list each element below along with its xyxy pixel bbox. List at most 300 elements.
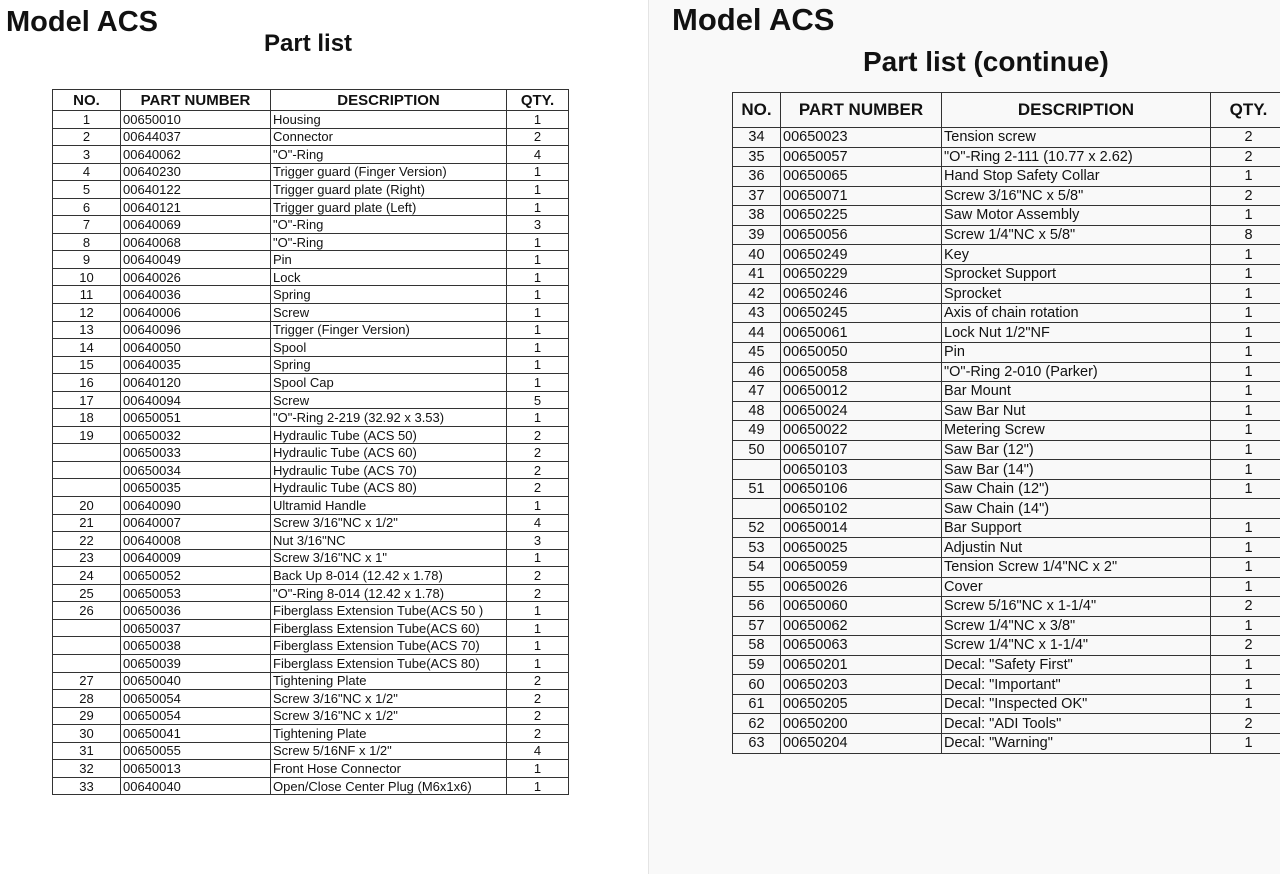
cell-qty: 1 [507,549,569,567]
cell-no: 48 [733,401,781,421]
cell-description: Connector [271,128,507,146]
cell-description: Axis of chain rotation [942,303,1211,323]
cell-description: Sprocket [942,284,1211,304]
cell-description: Screw 1/4"NC x 3/8" [942,616,1211,636]
table-row [53,181,569,199]
table-row [53,479,569,497]
cell-qty: 1 [507,602,569,620]
table-row [53,146,569,164]
cell-qty: 1 [1211,577,1280,597]
cell-qty: 5 [507,391,569,409]
column-header-no: NO. [733,93,781,128]
cell-part-number: 00640094 [121,391,271,409]
cell-part-number: 00640120 [121,374,271,392]
table-row [53,514,569,532]
table-row [53,374,569,392]
cell-description: Fiberglass Extension Tube(ACS 70) [271,637,507,655]
table-row [733,636,1280,656]
cell-no: 3 [53,146,121,164]
cell-qty: 1 [507,321,569,339]
cell-no: 38 [733,206,781,226]
cell-qty: 8 [1211,225,1280,245]
cell-description: Hydraulic Tube (ACS 70) [271,461,507,479]
cell-description: Trigger guard (Finger Version) [271,163,507,181]
table-row [53,339,569,357]
cell-no: 15 [53,356,121,374]
cell-part-number: 00650040 [121,672,271,690]
table-row [53,409,569,427]
cell-no [53,619,121,637]
cell-qty: 1 [507,163,569,181]
cell-part-number: 00650025 [781,538,942,558]
cell-description: Decal: "Warning" [942,733,1211,753]
table-row [53,637,569,655]
cell-description: Tightening Plate [271,725,507,743]
table-row [733,186,1280,206]
table-row [53,567,569,585]
cell-no: 63 [733,733,781,753]
table-row [53,760,569,778]
cell-description: Back Up 8-014 (12.42 x 1.78) [271,567,507,585]
cell-qty: 1 [507,654,569,672]
cell-no: 23 [53,549,121,567]
cell-no: 44 [733,323,781,343]
cell-description: Screw 3/16"NC x 1" [271,549,507,567]
cell-qty: 1 [1211,362,1280,382]
part-list-title: Part list (continue) [863,46,1109,77]
cell-qty: 2 [507,461,569,479]
cell-qty: 1 [507,181,569,199]
table-row [733,245,1280,265]
cell-qty: 2 [507,567,569,585]
cell-part-number: 00640009 [121,549,271,567]
table-row [733,284,1280,304]
cell-no: 27 [53,672,121,690]
column-header-part-number: PART NUMBER [121,90,271,111]
cell-part-number: 00650010 [121,111,271,129]
table-row [733,733,1280,753]
cell-part-number: 00650225 [781,206,942,226]
cell-qty: 2 [1211,186,1280,206]
cell-no: 1 [53,111,121,129]
cell-part-number: 00650071 [781,186,942,206]
table-row [733,382,1280,402]
cell-qty: 2 [1211,714,1280,734]
cell-part-number: 00650050 [781,343,942,363]
cell-qty: 1 [1211,558,1280,578]
cell-description: Trigger (Finger Version) [271,321,507,339]
cell-description: Screw 5/16NF x 1/2" [271,742,507,760]
cell-part-number: 00650037 [121,619,271,637]
cell-part-number: 00650023 [781,128,942,148]
cell-description: Screw 1/4"NC x 1-1/4" [942,636,1211,656]
cell-no [53,637,121,655]
column-header-no: NO. [53,90,121,111]
cell-no: 25 [53,584,121,602]
cell-no: 41 [733,264,781,284]
cell-qty: 1 [507,233,569,251]
cell-part-number: 00650036 [121,602,271,620]
cell-description: Saw Bar (12") [942,440,1211,460]
cell-no: 14 [53,339,121,357]
table-row [733,303,1280,323]
cell-qty: 1 [507,268,569,286]
table-row [53,532,569,550]
cell-description: "O"-Ring [271,233,507,251]
cell-no: 34 [733,128,781,148]
table-row [53,391,569,409]
cell-part-number: 00650246 [781,284,942,304]
cell-qty: 1 [1211,264,1280,284]
cell-description: "O"-Ring 2-010 (Parker) [942,362,1211,382]
cell-description: Hand Stop Safety Collar [942,167,1211,187]
cell-qty: 1 [1211,479,1280,499]
cell-description: Spring [271,356,507,374]
cell-part-number: 00650056 [781,225,942,245]
cell-qty: 2 [507,707,569,725]
cell-no: 45 [733,343,781,363]
cell-description: Bar Mount [942,382,1211,402]
cell-part-number: 00650013 [121,760,271,778]
cell-no: 9 [53,251,121,269]
cell-qty: 4 [507,514,569,532]
cell-description: "O"-Ring 2-111 (10.77 x 2.62) [942,147,1211,167]
cell-description: Nut 3/16"NC [271,532,507,550]
cell-part-number: 00650033 [121,444,271,462]
cell-description: Screw 1/4"NC x 5/8" [942,225,1211,245]
cell-no: 52 [733,518,781,538]
cell-no: 2 [53,128,121,146]
cell-part-number: 00650052 [121,567,271,585]
cell-no: 31 [53,742,121,760]
table-row [53,268,569,286]
cell-part-number: 00650063 [781,636,942,656]
table-row [733,558,1280,578]
cell-description: Decal: "ADI Tools" [942,714,1211,734]
cell-description: Open/Close Center Plug (M6x1x6) [271,777,507,795]
cell-description: Adjustin Nut [942,538,1211,558]
cell-no: 53 [733,538,781,558]
cell-description: Sprocket Support [942,264,1211,284]
cell-description: Cover [942,577,1211,597]
cell-qty: 1 [1211,518,1280,538]
model-title: Model ACS [672,2,835,37]
cell-no: 33 [53,777,121,795]
cell-description: Fiberglass Extension Tube(ACS 80) [271,654,507,672]
cell-qty: 1 [507,111,569,129]
cell-no: 58 [733,636,781,656]
cell-no: 55 [733,577,781,597]
cell-description: Lock Nut 1/2"NF [942,323,1211,343]
cell-no: 56 [733,597,781,617]
table-header-row [53,90,569,111]
cell-qty: 2 [507,479,569,497]
cell-qty: 1 [507,198,569,216]
cell-description: Saw Bar Nut [942,401,1211,421]
cell-part-number: 00650012 [781,382,942,402]
cell-qty: 1 [1211,616,1280,636]
cell-part-number: 00650034 [121,461,271,479]
table-row [733,206,1280,226]
cell-no: 35 [733,147,781,167]
column-header-part-number: PART NUMBER [781,93,942,128]
table-row [53,356,569,374]
cell-no [53,654,121,672]
cell-qty: 1 [1211,323,1280,343]
cell-qty: 2 [507,584,569,602]
table-row [53,725,569,743]
cell-description: Tightening Plate [271,672,507,690]
table-row [733,128,1280,148]
cell-part-number: 00650107 [781,440,942,460]
column-header-description: DESCRIPTION [271,90,507,111]
cell-no: 42 [733,284,781,304]
cell-part-number: 00640049 [121,251,271,269]
cell-part-number: 00640050 [121,339,271,357]
table-row [53,163,569,181]
cell-description: "O"-Ring 8-014 (12.42 x 1.78) [271,584,507,602]
table-row [53,444,569,462]
cell-part-number: 00650062 [781,616,942,636]
cell-qty: 1 [507,339,569,357]
cell-part-number: 00650054 [121,690,271,708]
cell-no: 20 [53,497,121,515]
cell-part-number: 00650200 [781,714,942,734]
cell-qty: 1 [507,251,569,269]
cell-description: Fiberglass Extension Tube(ACS 60) [271,619,507,637]
cell-qty: 1 [507,304,569,322]
cell-qty: 2 [1211,597,1280,617]
cell-no [53,444,121,462]
cell-part-number: 00650054 [121,707,271,725]
cell-description: Key [942,245,1211,265]
cell-no: 21 [53,514,121,532]
table-row [733,323,1280,343]
cell-description: Front Hose Connector [271,760,507,778]
cell-part-number: 00650060 [781,597,942,617]
cell-description: Hydraulic Tube (ACS 80) [271,479,507,497]
cell-description: Decal: "Safety First" [942,655,1211,675]
cell-no: 32 [53,760,121,778]
model-title: Model ACS [6,6,158,38]
table-row [53,321,569,339]
table-row [53,602,569,620]
cell-qty: 1 [1211,460,1280,480]
cell-part-number: 00650059 [781,558,942,578]
cell-no: 54 [733,558,781,578]
table-row [733,362,1280,382]
cell-qty: 2 [1211,128,1280,148]
cell-part-number: 00640096 [121,321,271,339]
column-header-qty: QTY. [507,90,569,111]
cell-part-number: 00650026 [781,577,942,597]
cell-no: 29 [53,707,121,725]
cell-no: 59 [733,655,781,675]
table-row [53,426,569,444]
cell-qty: 1 [507,374,569,392]
cell-description: Screw [271,304,507,322]
cell-no: 5 [53,181,121,199]
table-row [733,460,1280,480]
cell-part-number: 00640230 [121,163,271,181]
table-row [733,499,1280,519]
cell-no: 26 [53,602,121,620]
cell-part-number: 00650106 [781,479,942,499]
cell-qty: 2 [507,426,569,444]
cell-description: Hydraulic Tube (ACS 60) [271,444,507,462]
cell-part-number: 00640040 [121,777,271,795]
cell-description: Hydraulic Tube (ACS 50) [271,426,507,444]
cell-part-number: 00640007 [121,514,271,532]
cell-description: "O"-Ring 2-219 (32.92 x 3.53) [271,409,507,427]
cell-part-number: 00650245 [781,303,942,323]
cell-no: 39 [733,225,781,245]
cell-qty: 1 [1211,284,1280,304]
table-row [733,343,1280,363]
cell-qty: 4 [507,146,569,164]
cell-no: 36 [733,167,781,187]
cell-description: Trigger guard plate (Left) [271,198,507,216]
table-row [53,128,569,146]
column-header-qty: QTY. [1211,93,1280,128]
cell-description: "O"-Ring [271,146,507,164]
cell-qty [1211,499,1280,519]
cell-no: 11 [53,286,121,304]
table-row [733,675,1280,695]
cell-qty: 1 [1211,206,1280,226]
cell-qty: 1 [507,286,569,304]
cell-description: "O"-Ring [271,216,507,234]
table-row [733,694,1280,714]
cell-no: 17 [53,391,121,409]
cell-description: Tension screw [942,128,1211,148]
cell-qty: 2 [1211,636,1280,656]
table-row [733,264,1280,284]
cell-no: 28 [53,690,121,708]
cell-description: Saw Motor Assembly [942,206,1211,226]
cell-part-number: 00650103 [781,460,942,480]
cell-part-number: 00640006 [121,304,271,322]
cell-no: 10 [53,268,121,286]
cell-description: Bar Support [942,518,1211,538]
cell-qty: 1 [1211,343,1280,363]
cell-qty: 1 [1211,382,1280,402]
cell-no: 7 [53,216,121,234]
cell-no [733,499,781,519]
cell-part-number: 00650055 [121,742,271,760]
cell-no: 30 [53,725,121,743]
table-row [733,225,1280,245]
cell-part-number: 00650249 [781,245,942,265]
table-row [53,619,569,637]
cell-part-number: 00650201 [781,655,942,675]
cell-part-number: 00640036 [121,286,271,304]
parts-page-2 [648,0,1280,874]
table-row [733,440,1280,460]
cell-part-number: 00644037 [121,128,271,146]
table-row [733,655,1280,675]
cell-qty: 1 [1211,167,1280,187]
cell-description: Screw 5/16"NC x 1-1/4" [942,597,1211,617]
cell-no: 49 [733,421,781,441]
cell-description: Screw 3/16"NC x 5/8" [942,186,1211,206]
table-row [733,421,1280,441]
cell-qty: 1 [1211,694,1280,714]
cell-description: Screw [271,391,507,409]
cell-qty: 1 [507,760,569,778]
cell-part-number: 00640062 [121,146,271,164]
table-row [53,707,569,725]
cell-qty: 3 [507,532,569,550]
cell-part-number: 00650065 [781,167,942,187]
table-row [53,304,569,322]
cell-part-number: 00650032 [121,426,271,444]
cell-part-number: 00650024 [781,401,942,421]
cell-no: 24 [53,567,121,585]
cell-qty: 1 [507,777,569,795]
cell-description: Decal: "Inspected OK" [942,694,1211,714]
cell-no: 19 [53,426,121,444]
cell-part-number: 00650038 [121,637,271,655]
cell-part-number: 00650014 [781,518,942,538]
table-row [53,672,569,690]
table-row [53,549,569,567]
cell-no: 62 [733,714,781,734]
cell-no: 47 [733,382,781,402]
cell-part-number: 00650041 [121,725,271,743]
cell-qty: 1 [1211,440,1280,460]
table-row [53,251,569,269]
cell-qty: 1 [1211,401,1280,421]
table-row [53,198,569,216]
table-header-row [733,93,1280,128]
cell-no: 22 [53,532,121,550]
cell-description: Screw 3/16"NC x 1/2" [271,514,507,532]
cell-no: 43 [733,303,781,323]
cell-part-number: 00650053 [121,584,271,602]
cell-part-number: 00640035 [121,356,271,374]
cell-part-number: 00650051 [121,409,271,427]
cell-qty: 1 [507,409,569,427]
cell-no: 16 [53,374,121,392]
table-row [53,286,569,304]
table-row [733,479,1280,499]
cell-qty: 1 [1211,245,1280,265]
cell-no: 61 [733,694,781,714]
cell-description: Decal: "Important" [942,675,1211,695]
cell-no [53,479,121,497]
cell-qty: 2 [507,725,569,743]
cell-qty: 1 [507,497,569,515]
cell-no: 13 [53,321,121,339]
cell-description: Saw Chain (12") [942,479,1211,499]
cell-qty: 1 [507,637,569,655]
cell-qty: 1 [1211,655,1280,675]
cell-part-number: 00650035 [121,479,271,497]
cell-no [733,460,781,480]
table-row [733,616,1280,636]
cell-no: 12 [53,304,121,322]
cell-qty: 2 [507,672,569,690]
cell-description: Saw Chain (14") [942,499,1211,519]
cell-part-number: 00650057 [781,147,942,167]
table-row [53,690,569,708]
cell-qty: 2 [507,444,569,462]
cell-part-number: 00650203 [781,675,942,695]
cell-description: Ultramid Handle [271,497,507,515]
table-row [53,461,569,479]
cell-description: Trigger guard plate (Right) [271,181,507,199]
